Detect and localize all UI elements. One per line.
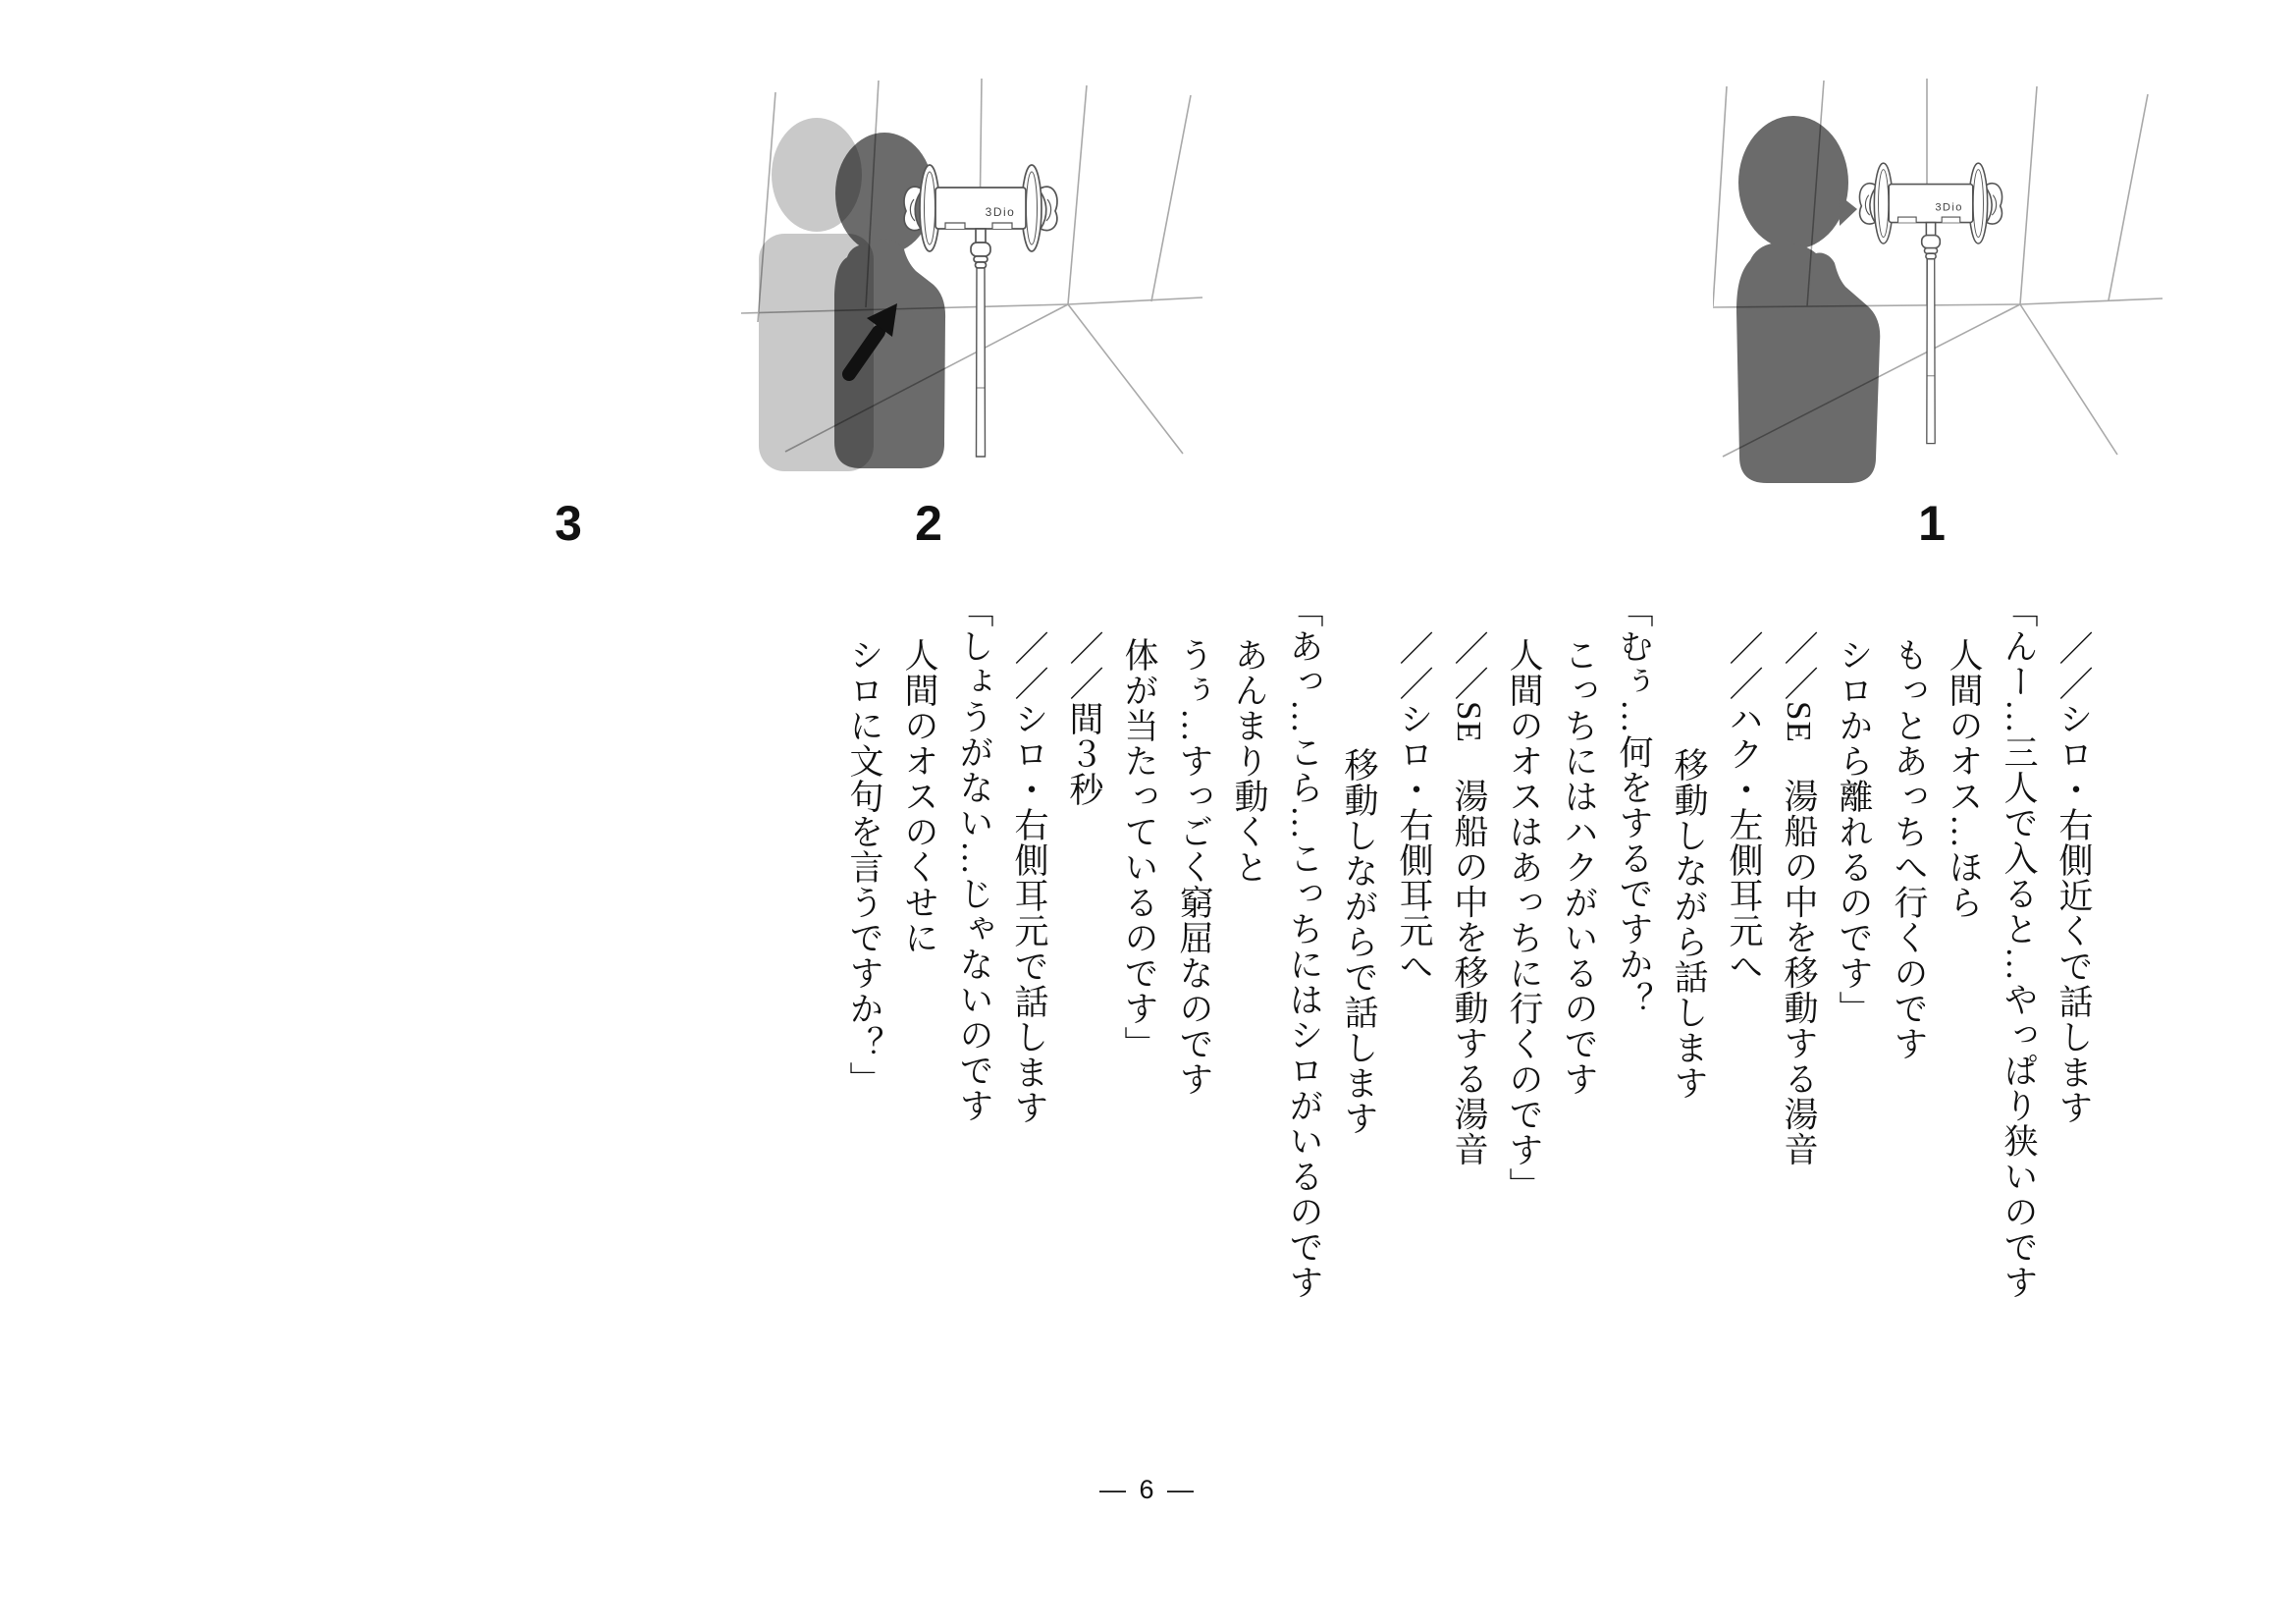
page-number: — 6 — — [1098, 1475, 1198, 1504]
binaural-mic — [1859, 163, 2002, 444]
script-line: こっちにはハクがいるのです — [1560, 637, 1598, 1097]
script-line: ／／シロ・右側耳元で話します — [1010, 630, 1048, 1125]
script-line: ／／SE 湯船の中を移動する湯音 — [1450, 630, 1488, 1167]
mic-stand-knuckle — [1922, 236, 1941, 248]
script-line: ／／シロ・右側近くで話します — [2055, 630, 2093, 1125]
script-line: 「んー…三人で入ると…やっぱり狭いのです — [2000, 593, 2038, 1300]
script-text-block — [836, 593, 2101, 1320]
script-line: 「しょうがない…じゃないのです — [955, 593, 993, 1123]
mic-stand-pole — [977, 268, 986, 457]
panel-number-3: 3 — [555, 496, 582, 551]
script-line: うぅ…すっごく窮屈なのです — [1175, 637, 1213, 1097]
script-line: 人間のオス…ほら — [1945, 637, 1983, 920]
script-line: 体が当たっているのです」 — [1120, 637, 1158, 1061]
script-line: ／／間３秒 — [1065, 630, 1103, 807]
script-line: ／／ハク・左側耳元へ — [1725, 630, 1763, 984]
panel-2-illustration — [741, 79, 1242, 511]
script-line: シロから離れるのです」 — [1835, 637, 1873, 1026]
mic-brand-label: 3Dio — [985, 205, 1016, 219]
panel-number-1: 1 — [1918, 496, 1946, 551]
script-line: ／／SE 湯船の中を移動する湯音 — [1780, 630, 1818, 1167]
script-line: 移動しながらで話します — [1340, 747, 1378, 1136]
mic-brand-label: 3Dio — [1935, 201, 1963, 214]
mic-stand-pole — [1927, 259, 1935, 444]
script-line: シロに文句を言うですか？」 — [845, 637, 883, 1097]
script-line: ／／シロ・右側耳元へ — [1395, 630, 1433, 984]
script-line: 人間のオスはあっちに行くのです」 — [1505, 637, 1543, 1203]
mic-stand-knuckle — [971, 243, 990, 256]
script-line: もっとあっちへ行くのです — [1890, 637, 1928, 1061]
figure-dark — [1736, 116, 1880, 483]
script-line: 「むぅ…何をするですか？ — [1615, 593, 1653, 1017]
script-line: 人間のオスのくせに — [900, 637, 938, 955]
script-line: 「あっ…こら…こっちにはシロがいるのです — [1285, 593, 1323, 1300]
script-line: 移動しながら話します — [1670, 747, 1708, 1101]
script-line: あんまり動くと — [1230, 637, 1268, 885]
panel-1-illustration — [1713, 79, 2194, 511]
panel-number-2: 2 — [915, 496, 942, 551]
